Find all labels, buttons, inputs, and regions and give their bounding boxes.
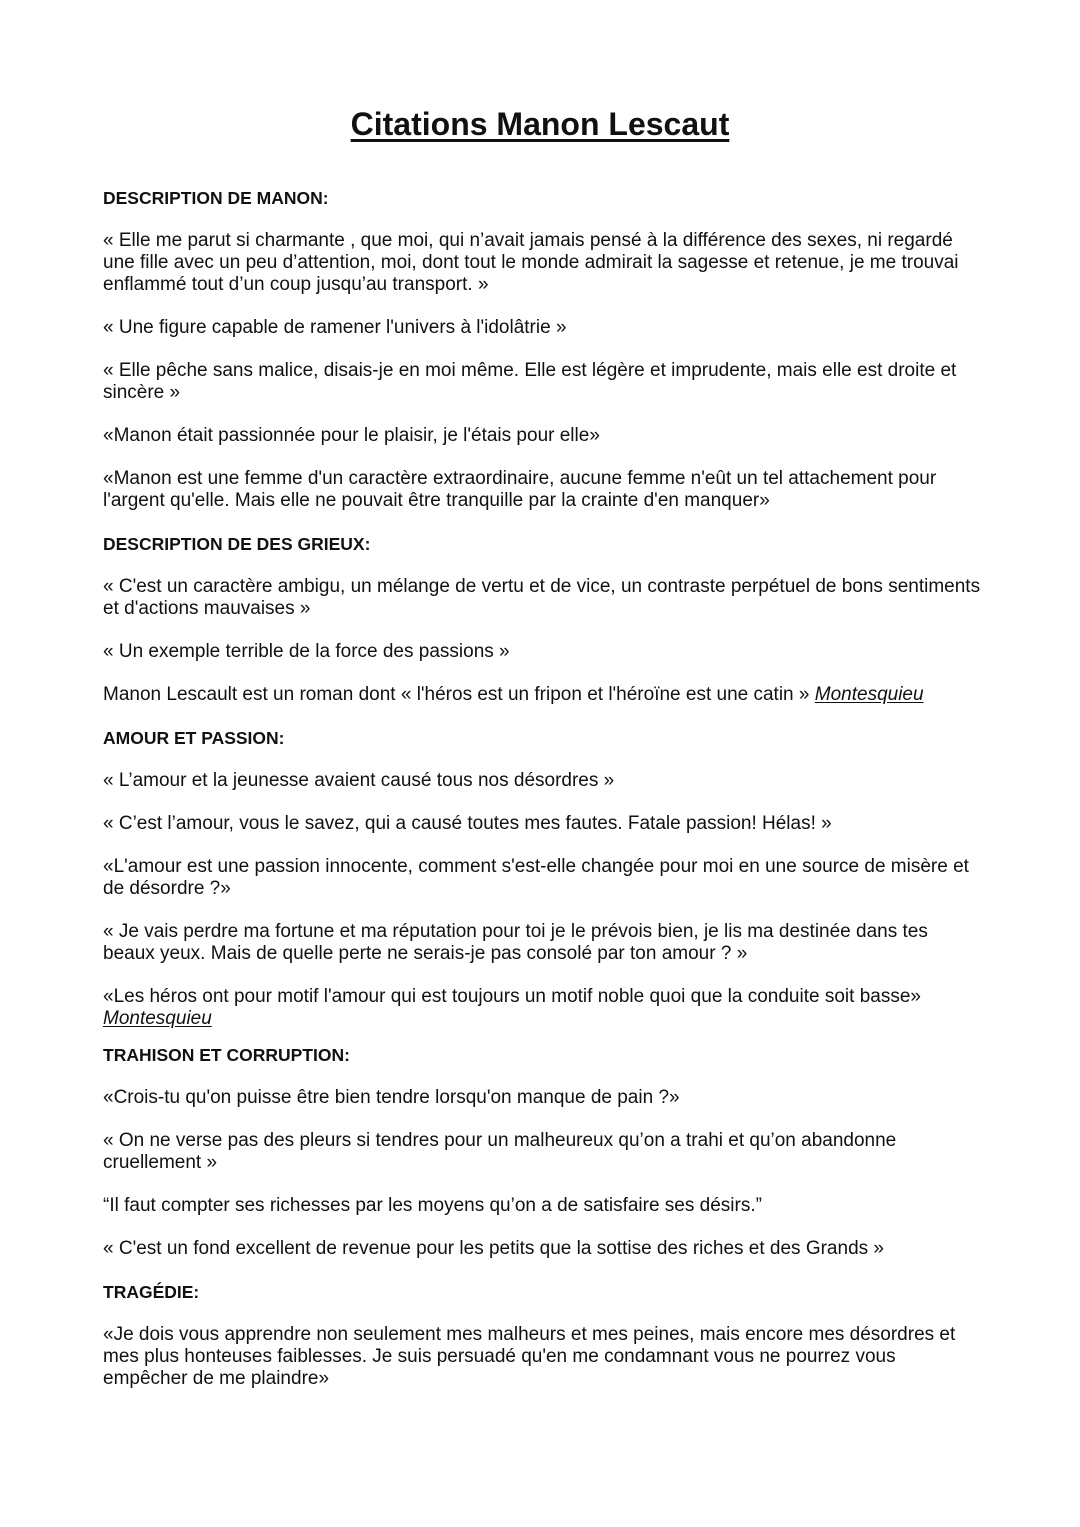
section-description-des-grieux xyxy=(103,533,983,706)
quote: « Elle pêche sans malice, disais-je en moi même. Elle est légère et imprudente, mais elle est droite et sincère » xyxy=(103,360,957,403)
quote: « Je vais perdre ma fortune et ma réputation pour toi je le prévois bien, je lis ma destinée dans tes beaux yeux. Mais de quelle perte ne serais-je pas consolé par ton amour ? » xyxy=(103,921,928,964)
section-amour-passion xyxy=(103,727,983,1030)
quote-author: Montesquieu xyxy=(814,684,924,705)
document-content xyxy=(103,187,983,1411)
page-title: Citations Manon Lescaut xyxy=(350,106,730,142)
section-tragedie xyxy=(103,1281,983,1390)
quote: «Je dois vous apprendre non seulement mes malheurs et mes peines, mais encore mes désordres et mes plus honteuses faiblesses. Je suis persuadé qu'en me condamnant vous ne pourrez vous empêcher de me plaindre» xyxy=(103,1324,956,1389)
attributed-quote xyxy=(103,986,983,1030)
section-heading: DESCRIPTION DE MANON: xyxy=(103,188,329,208)
quote: «Manon est une femme d'un caractère extraordinaire, aucune femme n'eût un tel attachement pour l'argent qu'elle. Mais elle ne pouvait être tranquille par la crainte d'en manquer» xyxy=(103,468,937,511)
section-heading: TRAHISON ET CORRUPTION: xyxy=(103,1045,350,1065)
section-trahison-corruption xyxy=(103,1044,983,1260)
section-heading: AMOUR ET PASSION: xyxy=(103,728,285,748)
quote-author: Montesquieu xyxy=(103,1008,212,1029)
quote: «L'amour est une passion innocente, comment s'est-elle changée pour moi en une source de misère et de désordre ?» xyxy=(103,856,969,899)
quote: « C’est l’amour, vous le savez, qui a causé toutes mes fautes. Fatale passion! Hélas! » xyxy=(103,813,832,834)
section-heading: DESCRIPTION DE DES GRIEUX: xyxy=(103,534,371,554)
quote: « Elle me parut si charmante , que moi, qui n’avait jamais pensé à la différence des sexes, ni regardé une fille avec un peu d’attention, moi, dont tout le monde admirait la sagesse et retenue, je me trouvai enflammé tout d’un coup jusqu’au transport. » xyxy=(103,230,959,295)
quote: « C'est un fond excellent de revenue pour les petits que la sottise des riches et des Grands » xyxy=(103,1238,884,1259)
quote-text: Manon Lescault est un roman dont « l'héros est un fripon et l'héroïne est une catin » xyxy=(103,684,810,705)
quote-text: «Les héros ont pour motif l'amour qui est toujours un motif noble quoi que la conduite soit basse» xyxy=(103,986,921,1007)
attributed-quote xyxy=(103,684,983,706)
quote: « C'est un caractère ambigu, un mélange de vertu et de vice, un contraste perpétuel de bons sentiments et d'actions mauvaises » xyxy=(103,576,981,619)
quote: « On ne verse pas des pleurs si tendres pour un malheureux qu’on a trahi et qu’on abandonne cruellement » xyxy=(103,1130,897,1173)
quote: « Un exemple terrible de la force des passions » xyxy=(103,641,510,662)
quote: «Crois-tu qu'on puisse être bien tendre lorsqu'on manque de pain ?» xyxy=(103,1087,680,1108)
section-description-manon xyxy=(103,187,983,512)
quote: « L’amour et la jeunesse avaient causé tous nos désordres » xyxy=(103,770,615,791)
section-heading: TRAGÉDIE: xyxy=(103,1282,200,1302)
quote: « Une figure capable de ramener l'univers à l'idolâtrie » xyxy=(103,317,567,338)
quote: “Il faut compter ses richesses par les moyens qu’on a de satisfaire ses désirs.” xyxy=(103,1195,762,1216)
quote: «Manon était passionnée pour le plaisir, je l'étais pour elle» xyxy=(103,425,600,446)
